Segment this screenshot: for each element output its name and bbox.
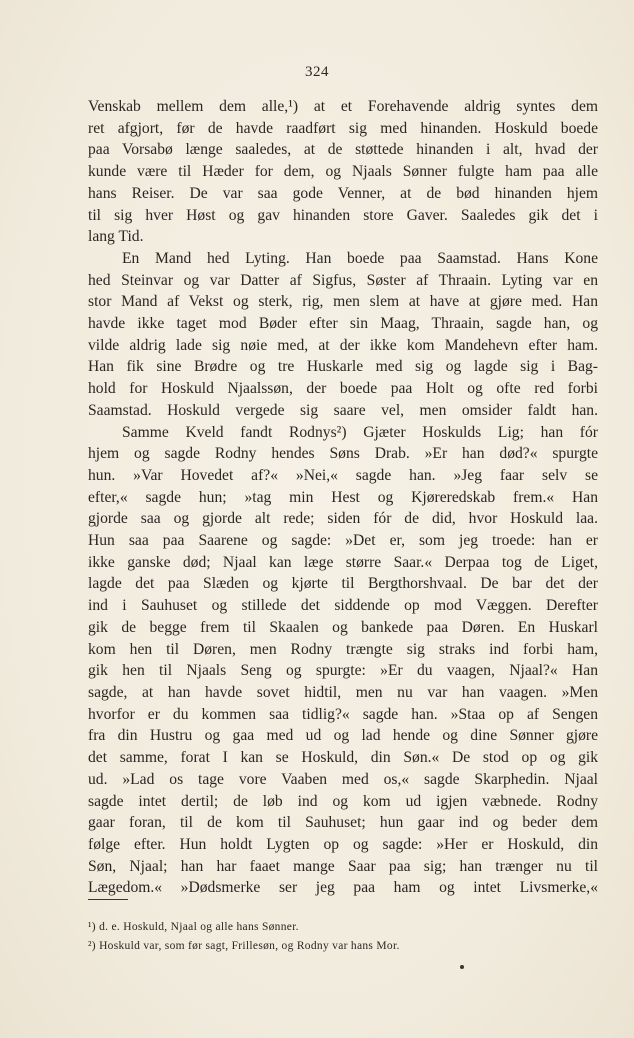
footnotes [88,918,588,956]
text-line: sagde intet dertil; de løb ind og kom ud igjen væbnede. Rodny [88,792,598,810]
text-line: hjem og sagde Rodny hendes Søns Drab. »Er han død?« spurgte [88,445,598,463]
text-line: stor Mand af Vekst og sterk, rig, men slem at have at gjøre med. Han [88,293,598,311]
ink-speck [460,965,464,969]
text-line: sagde, at han havde sovet hidtil, men nu var han vaagen. »Men [88,683,598,701]
footnote-2 [88,937,588,956]
text-line: følge efter. Hun holdt Lygten op og sagde: »Her er Hoskuld, din [88,835,598,853]
text-line: gaar foran, til de kom til Sauhuset; hun gaar ind og beder dem [88,814,598,832]
text-line: kunde være til Hæder for dem, og Njaals Sønner fulgte ham paa alle [88,163,598,181]
body-text [88,96,598,899]
text-line: Samme Kveld fandt Rodnys²) Gjæter Hoskulds Lig; han fór [122,423,598,441]
text-line: Lægedom.« »Dødsmerke ser jeg paa ham og intet Livsmerke,« [88,879,598,897]
text-line: vilde aldrig lade sig nøie med, at der ikke kom Mandehevn efter ham. [88,336,598,354]
text-line: hans Reiser. De var saa gode Venner, at de bød hinanden hjem [88,184,598,202]
text-line: ikke ganske død; Njaal kan læge større Saar.« Derpaa tog de Liget, [88,553,598,571]
text-line: hvorfor er du kommen saa tidlig?« sagde han. »Staa op af Sengen [88,705,598,723]
text-line: det samme, forat I kan se Hoskuld, din Søn.« De stod op og gik [88,749,598,767]
page-number: 324 [305,64,329,80]
footnote-text: d. e. Hoskuld, Njaal og alle hans Sønner. [99,921,299,933]
text-line: ret afgjort, før de havde raadført sig med hinanden. Hoskuld boede [88,119,598,137]
text-line: til sig hver Høst og gav hinanden store Gaver. Saaledes gik det i [88,206,598,224]
text-line: hed Steinvar og var Datter af Sigfus, Søster af Thraain. Lyting var en [88,271,598,289]
text-line: hold for Hoskuld Njaalssøn, der boede paa Holt og ofte red forbi [88,380,598,398]
text-line: ind i Sauhuset og stillede det siddende op mod Væggen. Derefter [88,597,598,615]
text-line: lagde det paa Slæden og kjørte til Bergthorshvaal. De bar det der [88,575,598,593]
text-line: En Mand hed Lyting. Han boede paa Saamstad. Hans Kone [122,249,598,267]
text-line: paa Vorsabø længe saaledes, at de støttede hinanden i alt, hvad der [88,141,598,159]
text-line: ud. »Lad os tage vore Vaaben med os,« sagde Skarphedin. Njaal [88,770,598,788]
footnote-mark: ²) [88,940,96,952]
text-line: Han fik sine Brødre og tre Huskarle med sig og lagde sig i Bag- [88,358,598,376]
text-line: havde ikke taget mod Bøder efter sin Maag, Thraain, sagde han, og [88,315,598,333]
footnote-text: Hoskuld var, som før sagt, Frillesøn, og Rodny var hans Mor. [99,940,400,952]
footnote-mark: ¹) [88,921,96,933]
text-line: gik de begge frem til Skaalen og bankede paa Døren. En Huskarl [88,618,598,636]
text-line: Hun saa paa Saarene og sagde: »Det er, som jeg troede: han er [88,532,598,550]
text-line: Saamstad. Hoskuld vergede sig saare vel, men omsider faldt han. [88,401,598,419]
text-line: gik hen til Njaals Seng og spurgte: »Er du vaagen, Njaal?« Han [88,662,598,680]
text-line: gjorde saa og gjorde alt rede; siden fór de did, hvor Hoskuld laa. [88,510,598,528]
text-line: kom hen til Døren, men Rodny trængte sig straks ind forbi ham, [88,640,598,658]
text-line: lang Tid. [88,228,144,246]
footnote-1 [88,918,588,937]
text-line: hun. »Var Hovedet af?« »Nei,« sagde han. »Jeg faar selv se [88,466,598,484]
text-line: efter,« sagde hun; »tag min Hest og Kjøreredskab frem.« Han [88,488,598,506]
text-line: Søn, Njaal; han har faaet mange Saar paa sig; han trænger nu til [88,857,598,875]
footnote-divider [88,899,128,900]
text-line: Venskab mellem dem alle,¹) at et Forehavende aldrig syntes dem [88,98,598,115]
text-line: fra din Hustru og gaa med ud og lad hende og dine Sønner gjøre [88,727,598,745]
